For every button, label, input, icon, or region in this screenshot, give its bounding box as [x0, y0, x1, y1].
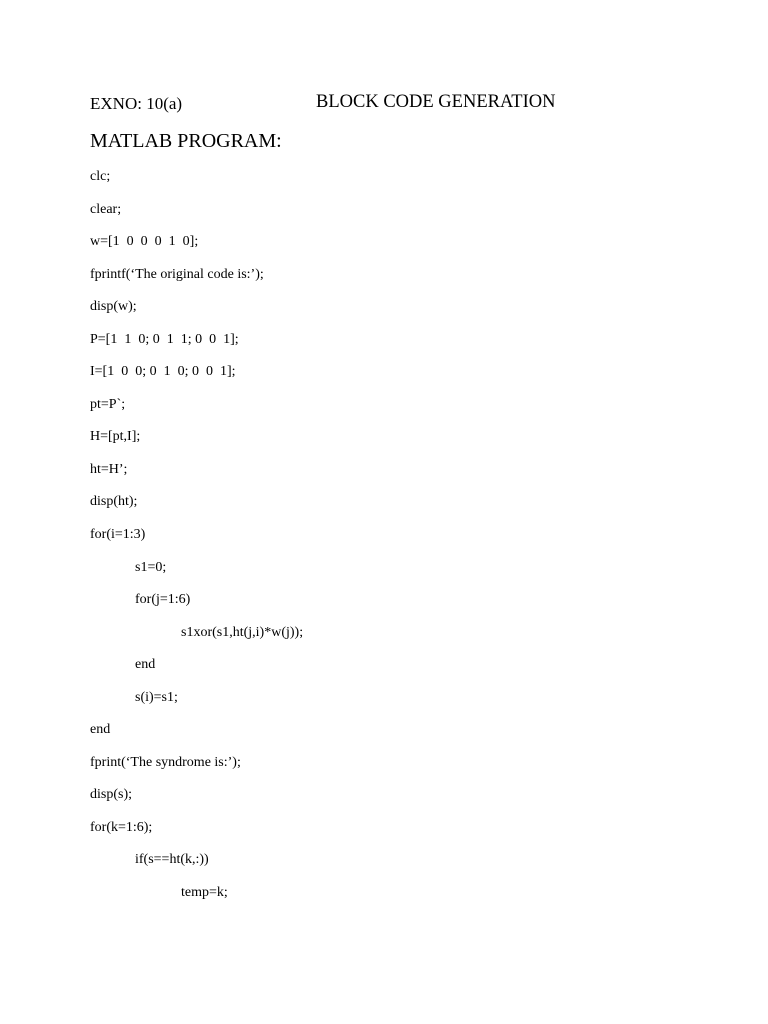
code-line: disp(w);: [90, 299, 137, 315]
code-line: for(i=1:3): [90, 527, 146, 543]
code-line: P=[1 1 0; 0 1 1; 0 0 1];: [90, 331, 239, 347]
code-line: H=[pt,I];: [90, 429, 141, 445]
code-line: for(k=1:6);: [90, 819, 153, 835]
code-line: fprintf(‘The original code is:’);: [90, 266, 264, 282]
code-line: clear;: [90, 201, 122, 217]
code-line: disp(ht);: [90, 494, 138, 510]
code-line: for(j=1:6): [135, 592, 191, 608]
code-line: pt=P`;: [90, 396, 126, 412]
code-line: temp=k;: [181, 885, 228, 901]
code-listing: [90, 168, 710, 917]
code-line: s(i)=s1;: [135, 689, 178, 705]
code-line: end: [90, 722, 111, 738]
code-line: I=[1 0 0; 0 1 0; 0 0 1];: [90, 364, 236, 380]
code-line: fprint(‘The syndrome is:’);: [90, 754, 241, 770]
experiment-number: EXNO: 10(a): [90, 94, 183, 113]
code-line: disp(s);: [90, 787, 132, 803]
code-line: clc;: [90, 169, 111, 184]
document-title: BLOCK CODE GENERATION: [316, 92, 556, 112]
header-row: [90, 90, 690, 116]
section-heading: MATLAB PROGRAM:: [90, 130, 282, 152]
code-line: w=[1 0 0 0 1 0];: [90, 234, 199, 250]
code-line: if(s==ht(k,:)): [135, 852, 209, 868]
code-line: ht=H’;: [90, 461, 128, 477]
code-line: s1xor(s1,ht(j,i)*w(j));: [181, 624, 304, 640]
code-line: end: [135, 657, 156, 673]
code-line: s1=0;: [135, 559, 167, 575]
